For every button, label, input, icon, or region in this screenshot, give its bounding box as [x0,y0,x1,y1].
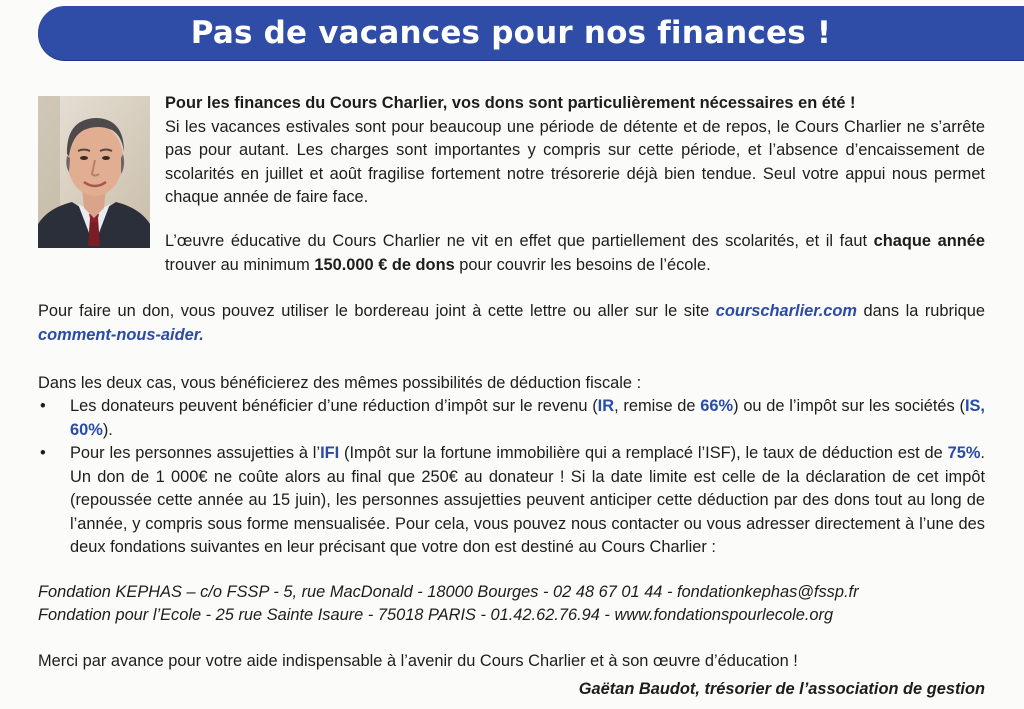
bullet-2-rate: 75% [947,444,981,462]
tax-bullet-list [38,395,985,560]
foundation-kephas-address: Fondation KEPHAS – c/o FSSP - 5, rue MacDonald - 18000 Bourges - 02 48 67 01 44 - fondationkephas@fssp.fr [38,583,859,601]
funding-text-2: trouver au minimum [165,255,315,274]
bullet-2-text-2: (Impôt sur la fortune immobilière qui a remplacé l’ISF), le taux de déduction est de [339,444,948,462]
funding-text-3: pour couvrir les besoins de l’école. [454,255,711,274]
bullet-marker: • [40,397,46,415]
intro-lead: Pour les finances du Cours Charlier, vos dons sont particulièrement nécessaires en été ! [165,94,856,112]
page-title: Pas de vacances pour nos finances ! [190,15,832,51]
intro-paragraph [165,92,985,210]
funding-emphasis-yearly: chaque année [873,232,985,250]
funding-paragraph [165,230,985,277]
funding-text-1: L’œuvre éducative du Cours Charlier ne vit en effet que partiellement des scolarités, et il faut [165,232,874,250]
bullet-ifi [38,442,985,560]
bullet-1-text-4: ). [102,420,113,439]
bullet-2-text-3: . Un don de 1 000€ ne coûte alors au final que 250€ au donateur ! Si la date limite est celle de la déclaration de cet impôt (repoussée cette année au 15 juin), les personnes assujetties peuvent anticiper cette déduction par des dons tout au long de l’année, y compris sous forme mensualisée. Pour cela, vous pouvez nous contacter ou vous adresser directement à l’une des deux fondations suivantes en leur précisant que votre don est destiné au Cours Charlier : [70,444,985,556]
website-link[interactable]: courscharlier.com [715,302,857,320]
bullet-1-ir: IR [597,397,615,415]
bullet-marker: • [40,444,46,462]
bullet-1-is: IS, 60% [70,397,985,439]
portrait-icon [38,96,150,248]
bullet-1-text-2: , remise de [614,397,701,415]
tax-intro: Dans les deux cas, vous bénéficierez des mêmes possibilités de déduction fiscale : [38,374,642,392]
funding-emphasis-amount: 150.000 € de dons [314,255,455,274]
bullet-1-text-1: Les donateurs peuvent bénéficier d’une réduction d’impôt sur le revenu ( [70,397,598,415]
bullet-2-text-1: Pour les personnes assujetties à l’ [70,444,321,462]
portrait-photo [38,96,150,248]
bullet-2-ifi: IFI [320,444,340,462]
signature: Gaëtan Baudot, trésorier de l’association de gestion [578,680,985,698]
thanks-line: Merci par avance pour votre aide indispensable à l’avenir du Cours Charlier et à son œuvre d’éducation ! [38,652,798,670]
bullet-income-tax [38,395,985,442]
bullet-1-rate: 66% [700,397,734,415]
donation-paragraph [38,300,985,347]
donation-text-2: dans la rubrique [856,302,985,320]
intro-body: Si les vacances estivales sont pour beaucoup une période de détente et de repos, le Cours Charlier ne s’arrête pas pour autant. Les charges sont importantes y compris sur cette période, et l’absence d’encaissement de scolarités en juillet et août fragilise fortement notre trésorerie déjà bien tendue. Seul votre appui nous permet chaque année de faire face. [165,117,985,206]
foundation-ecole-address: Fondation pour l’Ecole - 25 rue Sainte Isaure - 75018 PARIS - 01.42.62.76.94 - www.fondationspourlecole.org [38,606,834,624]
help-section-link[interactable]: comment-nous-aider. [38,325,204,344]
donation-text-1: Pour faire un don, vous pouvez utiliser le bordereau joint à cette lettre ou aller sur le site [38,302,716,320]
bullet-1-text-3: ) ou de l’impôt sur les sociétés ( [733,397,965,415]
